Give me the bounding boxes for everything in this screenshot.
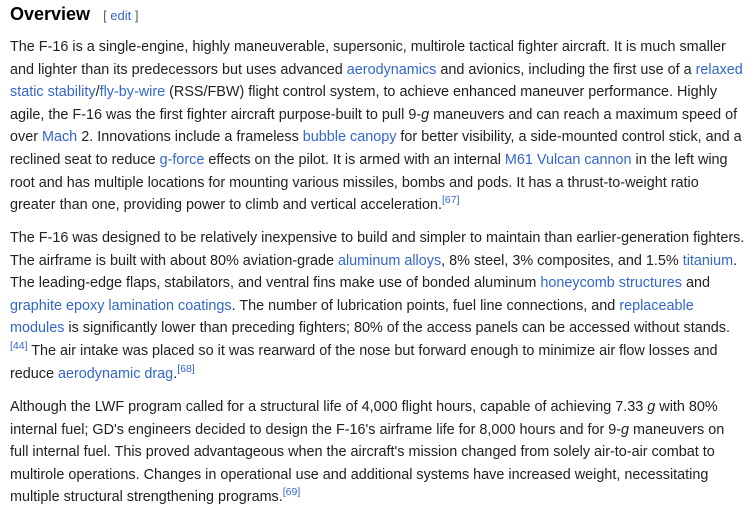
text-run: 2. Innovations include a frameless [77,129,303,146]
text-run: The F-16 is a single-engine, highly maneuverable, supersonic, multirole tactical fighter aircraft. It is much smaller and lighter than its predecessors but uses advanced [10,39,726,78]
text-run: . The number of lubrication points, fuel line connections, and [231,297,620,314]
link-mach[interactable]: Mach [42,129,78,146]
link-bubble-canopy[interactable]: bubble canopy [302,129,397,146]
text-run: and avionics, including the first use of a [436,61,696,78]
link-replaceable-modules[interactable]: replaceable modules [10,297,694,337]
edit-bracket-open: [ [103,8,111,23]
paragraph-overview-1 [10,36,745,217]
text-run: . The leading-edge flaps, stabilators, and ventral fins make use of bonded aluminum [10,252,738,292]
text-run: The F-16 was designed to be relatively inexpensive to build and simpler to maintain than earlier-generation fighters. The airframe is built with about 80% aviation-grade [10,230,745,269]
citation-69[interactable]: [69] [282,486,301,499]
text-run: maneuvers and can reach a maximum speed of over [10,106,738,146]
text-run: for better visibility, a side-mounted control stick, and a reclined seat to reduce [10,129,742,168]
edit-section [103,8,138,23]
text-run: in the left wing root and has multiple locations for mounting various missiles, bombs and pods. It has a thrust-to-weight ratio greater than one, providing power to climb and vertical acceleration. [10,151,728,214]
link-aerodynamics[interactable]: aerodynamics [346,61,437,78]
g-unit: g [621,421,630,438]
paragraph-overview-3 [10,396,745,509]
link-aerodynamic-drag[interactable]: aerodynamic drag [58,365,174,382]
text-run: effects on the pilot. It is armed with an internal [204,151,505,168]
link-titanium[interactable]: titanium [682,252,734,269]
link-m61-vulcan-cannon[interactable]: M61 Vulcan cannon [504,151,632,168]
link-honeycomb-structures[interactable]: honeycomb structures [540,275,682,292]
text-run: is significantly lower than preceding fighters; 80% of the access panels can be accessed without stands. [64,320,730,337]
text-run: with 80% internal fuel; GD's engineers decided to design the F-16's airframe life for 8,000 hours and for 9- [10,399,718,438]
text-run: , 8% steel, 3% composites, and 1.5% [441,252,683,269]
text-run: Although the LWF program called for a structural life of 4,000 flight hours, capable of achieving 7.33 [10,399,648,415]
g-unit: g [647,399,656,415]
link-fly-by-wire[interactable]: fly-by-wire [99,84,166,101]
link-graphite-epoxy[interactable]: graphite epoxy lamination coatings [10,297,232,314]
section-title: Overview [10,4,91,24]
citation-68[interactable]: [68] [177,362,195,375]
link-g-force[interactable]: g-force [159,151,205,168]
citation-44[interactable]: [44] [10,340,28,353]
text-run: (RSS/FBW) flight control system, to achieve enhanced maneuver performance. Highly agile, the F-16 was the first fighter aircraft purpose-built to pull 9- [10,84,718,123]
citation-67[interactable]: [67] [441,194,460,207]
text-run: . [173,365,178,382]
link-relaxed-static-stability[interactable]: relaxed static stability [10,61,743,101]
text-run: / [95,84,100,101]
edit-bracket-close: ] [131,8,139,23]
text-run: maneuvers on full internal fuel. This proved advantageous when the aircraft's mission changed from solely air-to-air combat to multirole operations. Changes in operational use and additional systems have increased weight, necessitating multiple structural strengthening programs. [10,421,725,506]
link-aluminum-alloys[interactable]: aluminum alloys [337,252,442,269]
text-run: and [681,275,710,292]
section-header [10,4,139,28]
g-unit: g [421,106,430,123]
edit-link[interactable]: edit [110,8,132,23]
paragraph-overview-2 [10,227,745,385]
text-run: The air intake was placed so it was rearward of the nose but forward enough to minimize air flow losses and reduce [10,342,718,382]
